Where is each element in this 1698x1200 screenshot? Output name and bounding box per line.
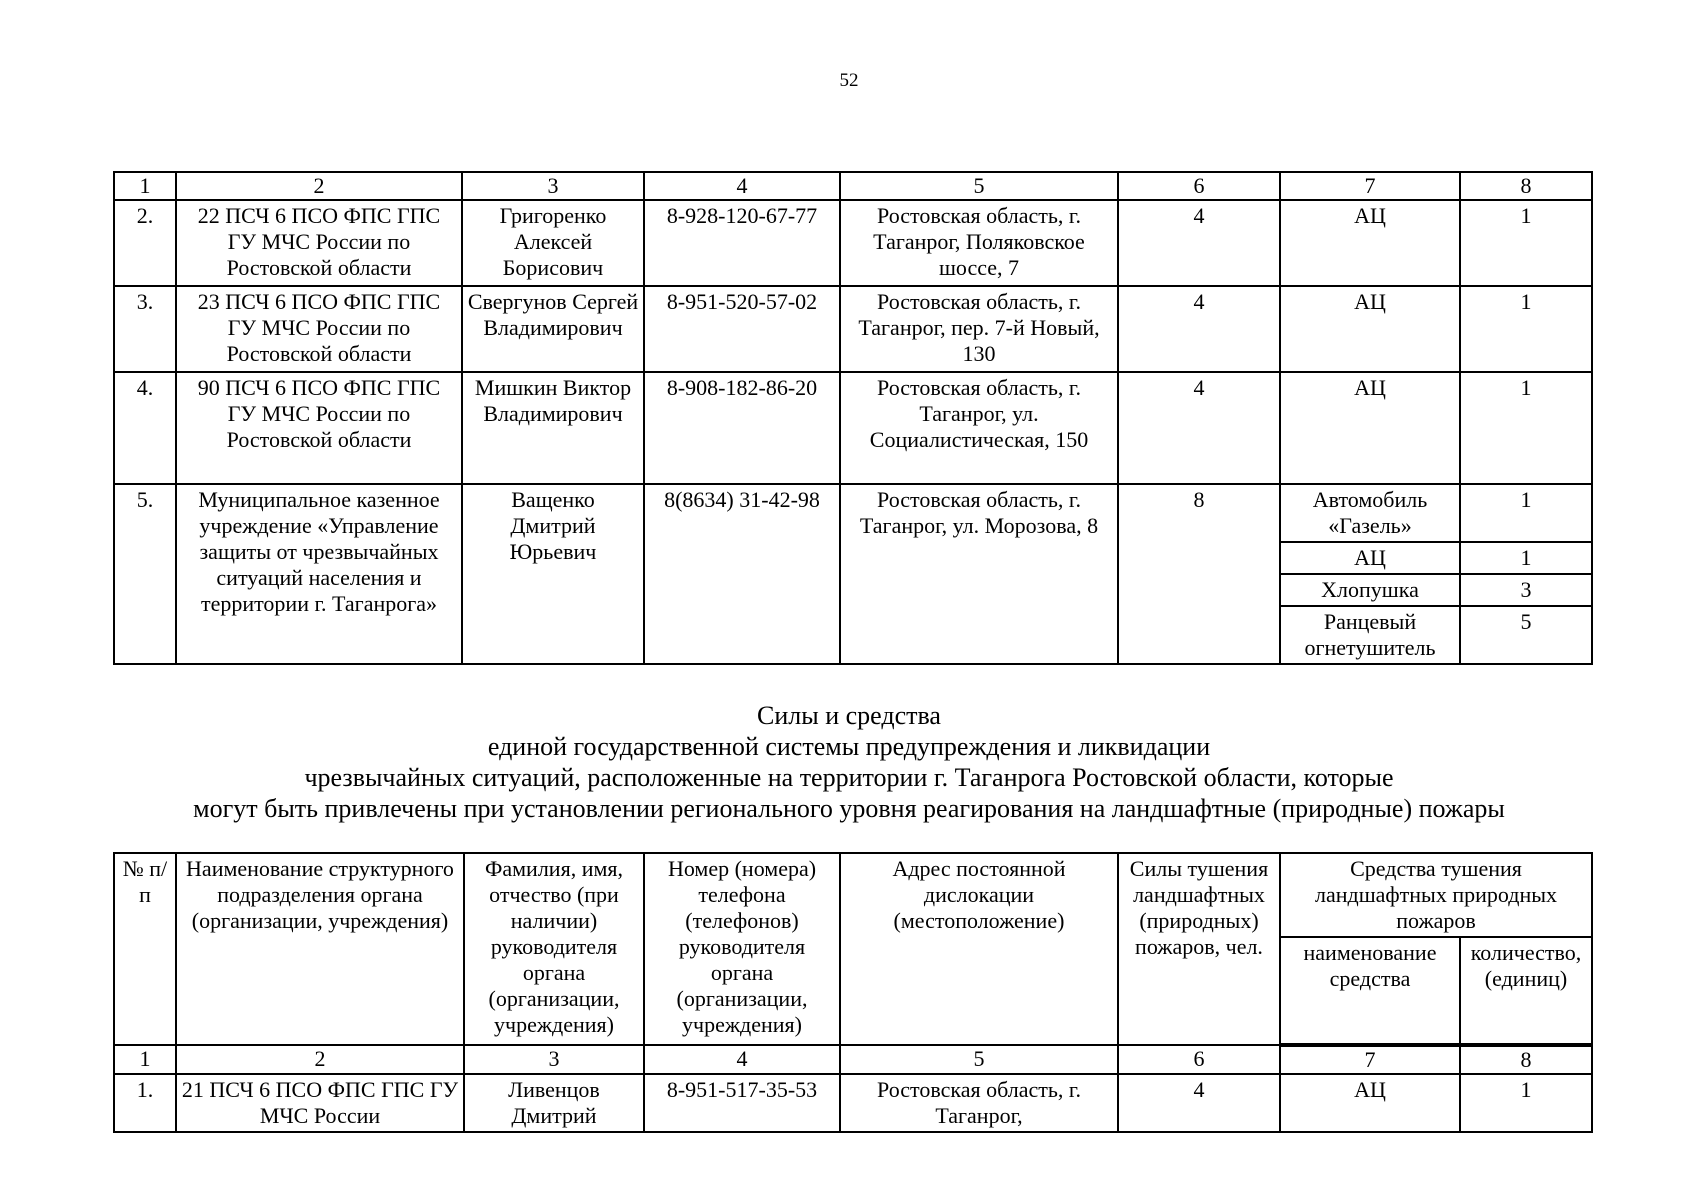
equipment: АЦ	[1280, 200, 1460, 286]
unit-name: 90 ПСЧ 6 ПСО ФПС ГПС ГУ МЧС России по Ростовской области	[176, 372, 462, 484]
quantity: 5	[1460, 606, 1592, 664]
header-address: Адрес постоянной дислокации (местоположение)	[840, 853, 1118, 1045]
head-name: Ливенцов Дмитрий	[464, 1074, 644, 1132]
forces-table	[113, 852, 1593, 1133]
address: Ростовская область, г. Таганрог, ул. Морозова, 8	[840, 484, 1118, 664]
col-num: 3	[464, 1045, 644, 1074]
row-number: 2.	[114, 200, 176, 286]
equipment: АЦ	[1280, 286, 1460, 372]
unit-name: 22 ПСЧ 6 ПСО ФПС ГПС ГУ МЧС России по Ростовской области	[176, 200, 462, 286]
forces: 4	[1118, 372, 1280, 484]
quantity: 1	[1460, 484, 1592, 542]
col-num: 8	[1460, 172, 1592, 200]
header-means-name: наименование средства	[1280, 937, 1460, 1045]
heading-line: чрезвычайных ситуаций, расположенные на территории г. Таганрога Ростовской области, которые	[304, 763, 1394, 792]
heading-line: Силы и средства	[757, 701, 941, 730]
address: Ростовская область, г. Таганрог,	[840, 1074, 1118, 1132]
row-number: 3.	[114, 286, 176, 372]
equipment: Автомобиль «Газель»	[1280, 484, 1460, 542]
col-num: 1	[114, 1045, 176, 1074]
unit-name: 21 ПСЧ 6 ПСО ФПС ГПС ГУ МЧС России	[176, 1074, 464, 1132]
header-number: № п/п	[114, 853, 176, 1045]
col-num: 2	[176, 172, 462, 200]
quantity: 3	[1460, 574, 1592, 606]
column-number-row	[114, 1045, 1592, 1074]
col-num: 8	[1460, 1045, 1592, 1074]
header-phone: Номер (номера) телефона (телефонов) руководителя органа (организации, учреждения)	[644, 853, 840, 1045]
quantity: 1	[1460, 200, 1592, 286]
page-number: 52	[839, 70, 859, 91]
col-num: 5	[840, 1045, 1118, 1074]
col-num: 7	[1280, 172, 1460, 200]
phone: 8-928-120-67-77	[644, 200, 840, 286]
equipment: Ранцевый огнетушитель	[1280, 606, 1460, 664]
table-row	[114, 484, 1592, 542]
header-means-qty: количество, (единиц)	[1460, 937, 1592, 1045]
header-unit: Наименование структурного подразделения органа (организации, учреждения)	[176, 853, 464, 1045]
col-num: 4	[644, 172, 840, 200]
address: Ростовская область, г. Таганрог, пер. 7-й Новый, 130	[840, 286, 1118, 372]
col-num: 2	[176, 1045, 464, 1074]
quantity: 1	[1460, 372, 1592, 484]
equipment: АЦ	[1280, 1074, 1460, 1132]
col-num: 6	[1118, 1045, 1280, 1074]
address: Ростовская область, г. Таганрог, ул. Социалистическая, 150	[840, 372, 1118, 484]
col-num: 6	[1118, 172, 1280, 200]
header-row	[114, 853, 1592, 937]
forces: 8	[1118, 484, 1280, 664]
col-num: 5	[840, 172, 1118, 200]
quantity: 1	[1460, 1074, 1592, 1132]
table-row	[114, 286, 1592, 372]
table-row	[114, 1074, 1592, 1132]
header-means: Средства тушения ландшафтных природных пожаров	[1280, 853, 1592, 937]
head-name: Мишкин Виктор Владимирович	[462, 372, 644, 484]
phone: 8-908-182-86-20	[644, 372, 840, 484]
table-row	[114, 372, 1592, 484]
equipment: АЦ	[1280, 372, 1460, 484]
phone: 8-951-517-35-53	[644, 1074, 840, 1132]
equipment: Хлопушка	[1280, 574, 1460, 606]
equipment: АЦ	[1280, 542, 1460, 574]
col-num: 4	[644, 1045, 840, 1074]
section-heading	[0, 700, 1698, 824]
heading-line: могут быть привлечены при установлении регионального уровня реагирования на ландшафтные (природные) пожары	[193, 794, 1505, 823]
phone: 8-951-520-57-02	[644, 286, 840, 372]
quantity: 1	[1460, 286, 1592, 372]
unit-name: Муниципальное казенное учреждение «Управление защиты от чрезвычайных ситуаций населения и территории г. Таганрога»	[176, 484, 462, 664]
header-head: Фамилия, имя, отчество (при наличии) руководителя органа (организации, учреждения)	[464, 853, 644, 1045]
forces-table-continued	[113, 171, 1593, 665]
heading-line: единой государственной системы предупреждения и ликвидации	[487, 732, 1211, 761]
col-num: 3	[462, 172, 644, 200]
quantity: 1	[1460, 542, 1592, 574]
address: Ростовская область, г. Таганрог, Поляковское шоссе, 7	[840, 200, 1118, 286]
col-num: 1	[114, 172, 176, 200]
head-name: Ващенко Дмитрий Юрьевич	[462, 484, 644, 664]
row-number: 4.	[114, 372, 176, 484]
row-number: 1.	[114, 1074, 176, 1132]
forces: 4	[1118, 1074, 1280, 1132]
phone: 8(8634) 31-42-98	[644, 484, 840, 664]
unit-name: 23 ПСЧ 6 ПСО ФПС ГПС ГУ МЧС России по Ростовской области	[176, 286, 462, 372]
table-row	[114, 200, 1592, 286]
forces: 4	[1118, 286, 1280, 372]
forces: 4	[1118, 200, 1280, 286]
col-num: 7	[1280, 1045, 1460, 1074]
head-name: Григоренко Алексей Борисович	[462, 200, 644, 286]
header-forces: Силы тушения ландшафтных (природных) пожаров, чел.	[1118, 853, 1280, 1045]
row-number: 5.	[114, 484, 176, 664]
column-number-row	[114, 172, 1592, 200]
head-name: Свергунов Сергей Владимирович	[462, 286, 644, 372]
